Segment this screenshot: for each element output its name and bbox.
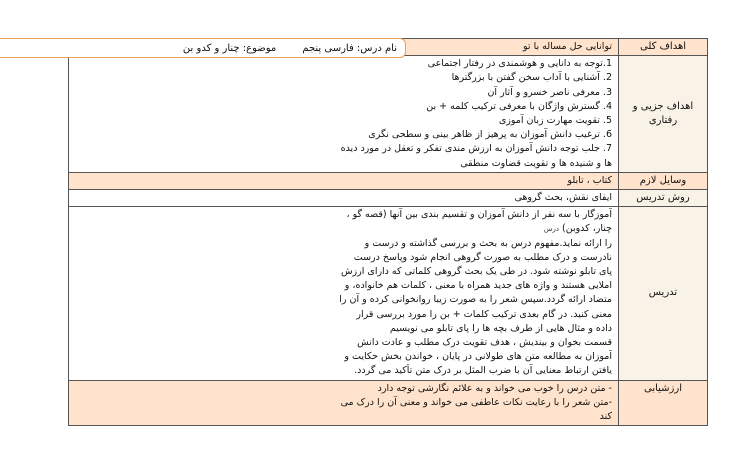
evaluation-row — [69, 380, 708, 426]
goal-line: 1.توجه به دانایی و هوشمندی در رفتار اجتماعی — [427, 58, 612, 70]
goal-line: 3. معرفی ناصر خسرو و آثار آن — [487, 86, 612, 98]
materials-label: وسایل لازم — [619, 172, 708, 189]
specific-goals-list — [69, 56, 619, 173]
goal-line: 4. گسترش واژگان با معرفی ترکیب کلمه + بن — [426, 100, 612, 112]
subject-label: نام درس: فارسی پنجم — [302, 42, 397, 54]
goal-line: ها و شنیده ها و تقویت قضاوت منطقی — [460, 157, 612, 169]
evaluation-line: - متن درس را خوب می خواند و به علائم نگارشی توجه دارد — [377, 382, 612, 394]
goal-line: 7. جلب توجه دانش آموزان به ارزش مندی تفکر و تعقل در مورد دیده — [340, 143, 612, 155]
teaching-line: آموزگار با سه نفر از دانش آموزان و تقسیم بندی بین آنها (قصه گو ، — [346, 209, 612, 221]
specific-goals-row — [69, 56, 708, 173]
goal-line: 2. آشنایی با آداب سخن گفتن با بزرگترها — [451, 72, 612, 84]
lesson-header-box — [0, 38, 406, 58]
teaching-line: معنی کنید. در گام بعدی ترکیب کلمات + بن را مورد بررسی قرار — [356, 308, 612, 320]
materials-row — [69, 172, 708, 189]
materials-value: کتاب ، تابلو — [69, 172, 619, 189]
goal-line: 5. تقویت مهارت زبان آموزی — [498, 115, 612, 127]
specific-goals-label: اهداف جزیی و رفتاری — [619, 56, 708, 173]
method-value: ایفای نقش، بحث گروهی — [69, 190, 619, 207]
teaching-line: چنار، کدوبن) درس — [543, 223, 612, 235]
method-row — [69, 190, 708, 207]
goal-line: 6. ترغیب دانش آموزان به پرهیز از ظاهر بینی و سطحی نگری — [368, 129, 612, 141]
evaluation-line: -متن شعر را با رعایت نکات عاطفی می خواند و معنی آن را درک می — [340, 396, 612, 408]
teaching-line: قسمت بخوان و بیندیش ، هدف تقویت درک مطلب و عادت دانش — [357, 337, 612, 349]
general-goal-value: توانایی حل مساله با تو — [69, 39, 619, 56]
teaching-line: آموزان به مطالعه متن های طولانی در پایان ، خواندن بخش حکایت و — [344, 351, 612, 363]
teaching-line: داده و مثال هایی از طرف بچه ها را پای تابلو می نویسیم — [389, 322, 612, 334]
teaching-label: تدریس — [619, 207, 708, 380]
teaching-line: متضاد ارائه گردد.سپس شعر را به صورت زیبا روانخوانی کرده و آن را — [339, 294, 612, 306]
evaluation-list — [69, 380, 619, 426]
teaching-text — [69, 207, 619, 380]
general-goal-label: اهداف کلی — [619, 39, 708, 56]
evaluation-label: ارزشیابی — [619, 380, 708, 426]
teaching-line: پای تابلو نوشته شود. در طی یک بحث گروهی کلماتی که دارای ارزش — [340, 266, 612, 278]
topic-label: موضوع: چنار و کدو بن — [182, 42, 277, 54]
evaluation-line: کند — [599, 411, 612, 423]
teaching-line: املایی هستند و واژه های جدید همراه با معنی ، کلمات هم خانواده، و — [344, 280, 612, 292]
teaching-row — [69, 207, 708, 380]
method-label: روش تدریس — [619, 190, 708, 207]
teaching-line: را ارائه نماید.مفهوم درس به بحث و بررسی گذاشته و درست و — [364, 237, 612, 249]
teaching-line: یافتن ارتباط معنایی آن با ضرب المثل بر درک متن تأکید می گردد. — [354, 365, 612, 377]
teaching-line: نادرست و درک مطلب به صورت گروهی انجام شود وپاسخ درست — [353, 251, 612, 263]
lesson-plan-table — [68, 38, 708, 426]
